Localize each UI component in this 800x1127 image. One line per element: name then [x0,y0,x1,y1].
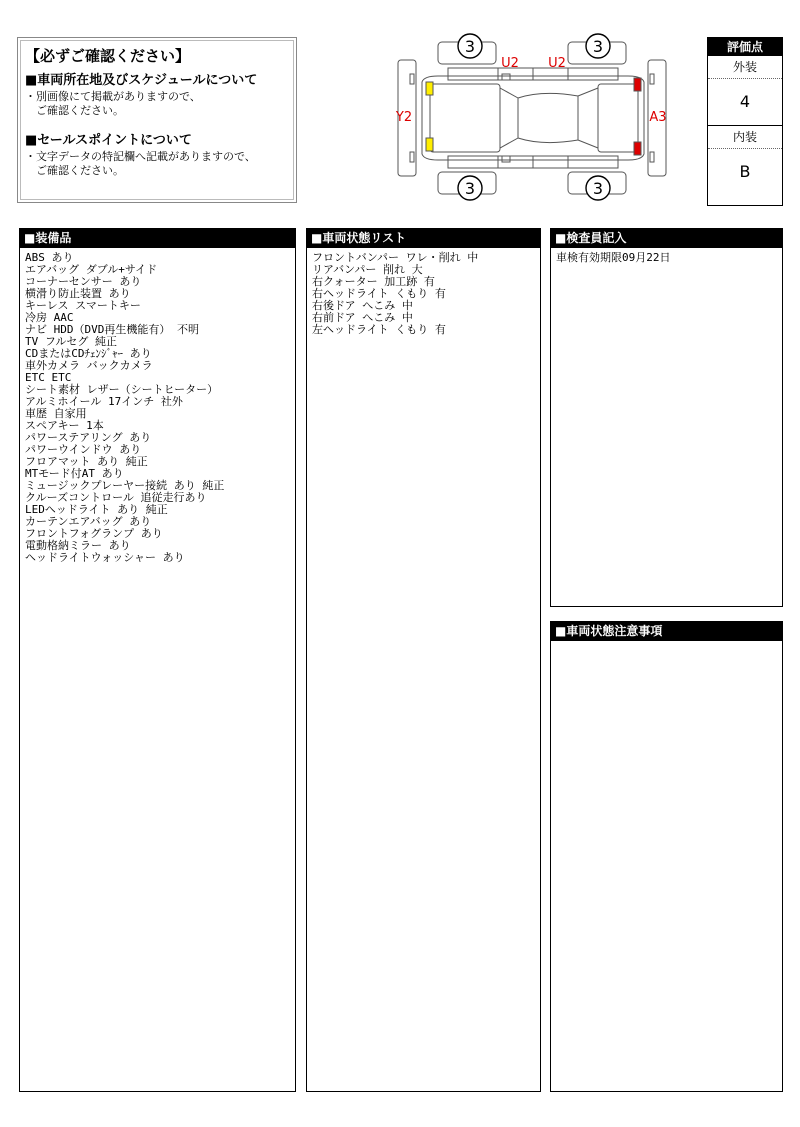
damage-code-rear: A3 [649,110,667,125]
tyre-grade-rl: 3 [464,179,476,198]
condition-item: 左ヘッドライト くもり 有 [312,323,446,336]
exterior-label: 外装 [708,56,782,79]
red-mark-top [634,78,641,91]
notice-inner [20,40,294,200]
equipment-item: パワーウインドウ あり [25,443,142,456]
equipment-item: アルミホイール 17インチ 社外 [25,395,183,408]
equipment-item: TV フルセグ 純正 [25,335,118,348]
equipment-item: ABS あり [25,251,74,264]
condition-item: 右後ドア へこみ 中 [312,299,413,312]
equipment-item: シート素材 レザー（シートヒーター） [25,383,219,396]
condition-item: 右ヘッドライト くもり 有 [312,287,446,300]
trunk [598,84,638,152]
equipment-list [20,248,295,568]
body-outline [422,76,644,160]
equipment-item: LEDヘッドライト あり 純正 [25,503,168,516]
equipment-item: スペアキー 1本 [25,419,104,432]
condition-list [307,248,540,340]
notes-panel [550,621,783,1092]
equipment-item: キーレス スマートキー [25,299,141,312]
notice-body-salespoint: ・文字データの特記欄へ記載がありますので、 ご確認ください。 [25,150,256,177]
equipment-item: CDまたはCDﾁｪﾝｼﾞｬｰ あり [25,347,152,360]
damage-code-left-side: Y2 [395,110,413,125]
condition-item: 右クォーター 加工跡 有 [312,275,435,288]
equipment-item: カーテンエアバッグ あり [25,515,152,528]
equipment-item: コーナーセンサー あり [25,275,142,288]
car-diagram [388,30,674,206]
inspector-header: ■検査員記入 [551,229,782,248]
equipment-item: 横滑り防止装置 あり [25,287,131,300]
tyre-grade-rr: 3 [592,179,604,198]
interior-value: B [739,162,751,181]
equipment-item: 車外カメラ バックカメラ [25,359,153,372]
condition-item: 右前ドア へこみ 中 [312,311,413,324]
equipment-item: フロアマット あり 純正 [25,455,148,468]
condition-header: ■車両状態リスト [307,229,540,248]
tyre-grade-fr: 3 [592,37,604,56]
inspector-item: 車検有効期限09月22日 [556,251,671,264]
exterior-value: 4 [708,79,782,126]
condition-item: リアバンパー 削れ 大 [312,263,423,276]
red-mark-bottom [634,142,641,155]
yellow-mark-bottom [426,138,433,151]
equipment-item: ナビ HDD（DVD再生機能有） 不明 [25,323,199,336]
inspector-list [551,248,782,268]
notice-body-location: ・別画像にて掲載がありますので、 ご確認ください。 [25,90,201,117]
equipment-item: 電動格納ミラー あり [25,539,131,552]
equipment-panel [19,228,296,1092]
equipment-item: ヘッドライトウォッシャー あり [25,551,185,564]
inspector-panel [550,228,783,607]
notice-heading-salespoint: ■セールスポイントについて [25,133,192,148]
notes-list [551,641,782,649]
equipment-item: MTモード付AT あり [25,467,124,480]
notice-heading-location: ■車両所在地及びスケジュールについて [25,73,258,88]
condition-item: フロントバンパー ワレ・削れ 中 [312,251,479,264]
notice-title: 【必ずご確認ください】 [25,47,191,65]
yellow-mark-top [426,82,433,95]
equipment-header: ■装備品 [20,229,295,248]
tyre-grade-fl: 3 [464,37,476,56]
damage-code-front-left: U2 [501,56,519,71]
damage-code-front-right: U2 [548,56,566,71]
condition-panel [306,228,541,1092]
equipment-item: エアバッグ ダブル+サイド [25,263,158,276]
grade-box [707,37,783,206]
equipment-item: パワーステアリング あり [25,431,152,444]
equipment-item: ETC ETC [25,371,72,384]
roof [518,93,578,142]
equipment-item: 車歴 自家用 [25,407,87,420]
equipment-item: クルーズコントロール 追従走行あり [25,491,207,504]
equipment-item: 冷房 AAC [25,311,74,324]
equipment-item: フロントフォグランプ あり [25,527,163,540]
notes-header: ■車両状態注意事項 [551,622,782,641]
grade-header: 評価点 [708,38,782,56]
hood [430,84,500,152]
equipment-item: ミュージックプレーヤー接続 あり 純正 [25,479,225,492]
interior-label: 内装 [708,126,782,149]
notice-box [17,37,297,203]
